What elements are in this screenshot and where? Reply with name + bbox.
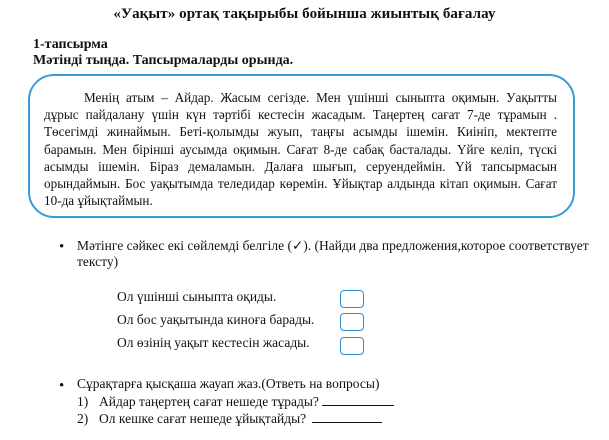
sub-question-1-text: Айдар таңертең сағат нешеде тұрады? <box>99 394 319 409</box>
statement-3: Ол өзінің уақыт кестесін жасады. <box>117 335 310 350</box>
question2-prompt: Сұрақтарға қысқаша жауап жаз.(Ответь на вопросы) <box>77 376 380 391</box>
statement-2: Ол бос уақытында киноға барады. <box>117 312 315 327</box>
question1-prompt: Мәтінге сәйкес екі сөйлемді белгіле (✓). (Найди два предложения,которое соответствует тексту) <box>77 238 589 270</box>
statement-1-checkbox[interactable] <box>340 290 364 308</box>
statement-1: Ол үшінші сыныпта оқиды. <box>117 289 277 304</box>
task-number: 1-тапсырма <box>33 37 108 52</box>
task-instruction: Мәтінді тыңда. Тапсырмаларды орында. <box>33 53 294 68</box>
bullet-icon: • <box>59 378 65 394</box>
statement-3-checkbox[interactable] <box>340 337 364 355</box>
answer-2-blank[interactable] <box>312 410 382 423</box>
page-title: «Уақыт» ортақ тақырыбы бойынша жиынтық бағалау <box>113 6 496 22</box>
sub-question-1-number: 1) <box>77 394 89 409</box>
sub-question-2-text: Ол кешке сағат нешеде ұйықтайды? <box>99 411 307 426</box>
statement-2-checkbox[interactable] <box>340 313 364 331</box>
sub-question-2-number: 2) <box>77 411 89 426</box>
bullet-icon: • <box>59 239 65 255</box>
sub-question-2 <box>77 410 382 427</box>
reading-text-box: Менің атым – Айдар. Жасым сегізде. Мен үшінші сыныпта оқимын. Уақытты дұрыс пайдалану үшін күн тәртібі кестесін жасадым. Таңертең сағат 7-де тұрамын . Төсегімді жинаймын. Беті-қолымды жуып, таңғы асымды ішемін. Киініп, мектепте барамын. Мен бірінші аусымда оқимын. Сағат 8-де сабақ басталады. Үйге келіп, түскі асымды ішемін. Біраз демаламын. Далаға шығып, серуендеймін. Үй тапсырмасын орындаймын. Бос уақытымда теледидар көремін. Ұйықтар алдында кітап оқимын. Сағат 10-да ұйықтаймын. <box>28 74 575 218</box>
answer-1-blank[interactable] <box>322 393 394 406</box>
sub-question-1 <box>77 393 394 410</box>
